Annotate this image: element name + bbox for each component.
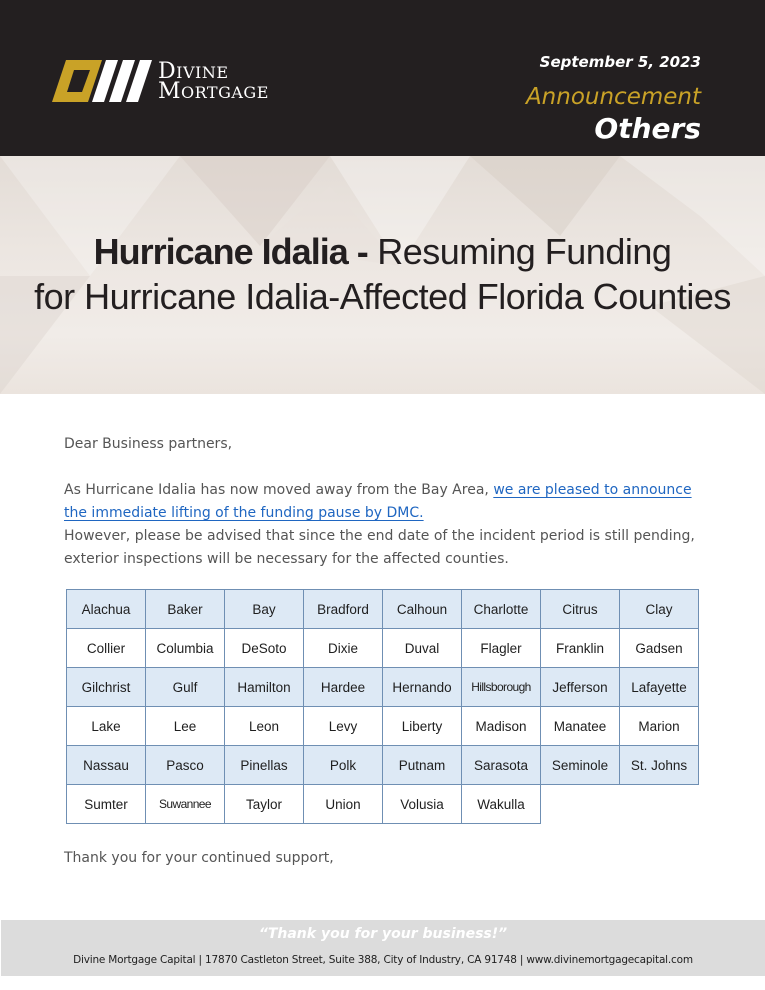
county-cell: DeSoto: [225, 629, 304, 668]
county-cell: Polk: [304, 746, 383, 785]
county-cell: Citrus: [541, 590, 620, 629]
county-cell: Pinellas: [225, 746, 304, 785]
footer-contact[interactable]: Divine Mortgage Capital | 17870 Castleton Street, Suite 388, City of Industry, CA 91748 | www.divinemortgagecapital.com: [73, 954, 693, 966]
county-cell: Manatee: [541, 707, 620, 746]
county-cell: Wakulla: [462, 785, 541, 824]
logo-wordmark: [158, 59, 269, 104]
company-logo[interactable]: [52, 60, 282, 104]
table-row: [67, 707, 699, 746]
county-cell: Volusia: [383, 785, 462, 824]
announcement-title: [0, 230, 765, 320]
closing-line: Thank you for your continued support,: [64, 850, 334, 866]
body-intro: As Hurricane Idalia has now moved away from the Bay Area,: [64, 482, 494, 498]
table-row: [67, 590, 699, 629]
logo-line-divine: DIVINE: [158, 59, 229, 84]
title-line-2: for Hurricane Idalia-Affected Florida Counties: [34, 276, 731, 317]
affected-counties-table: [66, 589, 699, 824]
county-cell: Suwannee: [146, 785, 225, 824]
county-cell: Lake: [67, 707, 146, 746]
county-cell: Gulf: [146, 668, 225, 707]
county-cell: Dixie: [304, 629, 383, 668]
county-cell: Liberty: [383, 707, 462, 746]
county-cell: Seminole: [541, 746, 620, 785]
county-cell: Bradford: [304, 590, 383, 629]
county-cell: Gilchrist: [67, 668, 146, 707]
county-cell: Levy: [304, 707, 383, 746]
title-banner: [0, 156, 765, 394]
title-line-1: [0, 230, 765, 274]
county-cell: Collier: [67, 629, 146, 668]
divine-mortgage-logo-mark: [52, 60, 156, 102]
county-cell: St. Johns: [620, 746, 699, 785]
county-cell: Hillsborough: [462, 668, 541, 707]
header-bar: [0, 0, 765, 156]
title-subject: Resuming Funding: [367, 231, 672, 272]
county-cell: Putnam: [383, 746, 462, 785]
county-cell: Sarasota: [462, 746, 541, 785]
table-row: [67, 746, 699, 785]
county-cell: Jefferson: [541, 668, 620, 707]
county-cell: Nassau: [67, 746, 146, 785]
county-cell: Clay: [620, 590, 699, 629]
county-cell: Pasco: [146, 746, 225, 785]
county-cell: Lee: [146, 707, 225, 746]
county-cell: Union: [304, 785, 383, 824]
county-cell: Calhoun: [383, 590, 462, 629]
county-cell: Taylor: [225, 785, 304, 824]
county-cell: Franklin: [541, 629, 620, 668]
county-cell: Bay: [225, 590, 304, 629]
county-cell: Hamilton: [225, 668, 304, 707]
footer-thank-you: “Thank you for your business!”: [258, 926, 508, 942]
table-row: [67, 629, 699, 668]
county-cell: Gadsen: [620, 629, 699, 668]
empty-cell: [620, 785, 699, 824]
county-cell: Marion: [620, 707, 699, 746]
county-cell: Sumter: [67, 785, 146, 824]
county-cell: Charlotte: [462, 590, 541, 629]
announcement-category: Others: [594, 112, 701, 145]
table-row: [67, 668, 699, 707]
county-cell: Hernando: [383, 668, 462, 707]
empty-cell: [541, 785, 620, 824]
county-cell: Baker: [146, 590, 225, 629]
title-event: Hurricane Idalia -: [93, 231, 368, 272]
inspection-notice: However, please be advised that since the end date of the incident period is still pending, exterior inspections will be necessary for the affected counties.: [64, 528, 695, 567]
funding-resume-link[interactable]: we are pleased to announce the immediate lifting of the funding pause by DMC.: [64, 482, 692, 521]
county-cell: Hardee: [304, 668, 383, 707]
footer-bar: [1, 920, 765, 976]
county-cell: Columbia: [146, 629, 225, 668]
county-cell: Duval: [383, 629, 462, 668]
county-cell: Leon: [225, 707, 304, 746]
table-row: [67, 785, 699, 824]
announcement-body: [64, 479, 704, 571]
announcement-date: September 5, 2023: [539, 53, 701, 71]
county-cell: Flagler: [462, 629, 541, 668]
county-cell: Madison: [462, 707, 541, 746]
county-cell: Lafayette: [620, 668, 699, 707]
greeting: Dear Business partners,: [64, 436, 233, 452]
county-cell: Alachua: [67, 590, 146, 629]
logo-line-mortgage: MORTGAGE: [158, 79, 269, 104]
announcement-type: Announcement: [525, 84, 701, 110]
